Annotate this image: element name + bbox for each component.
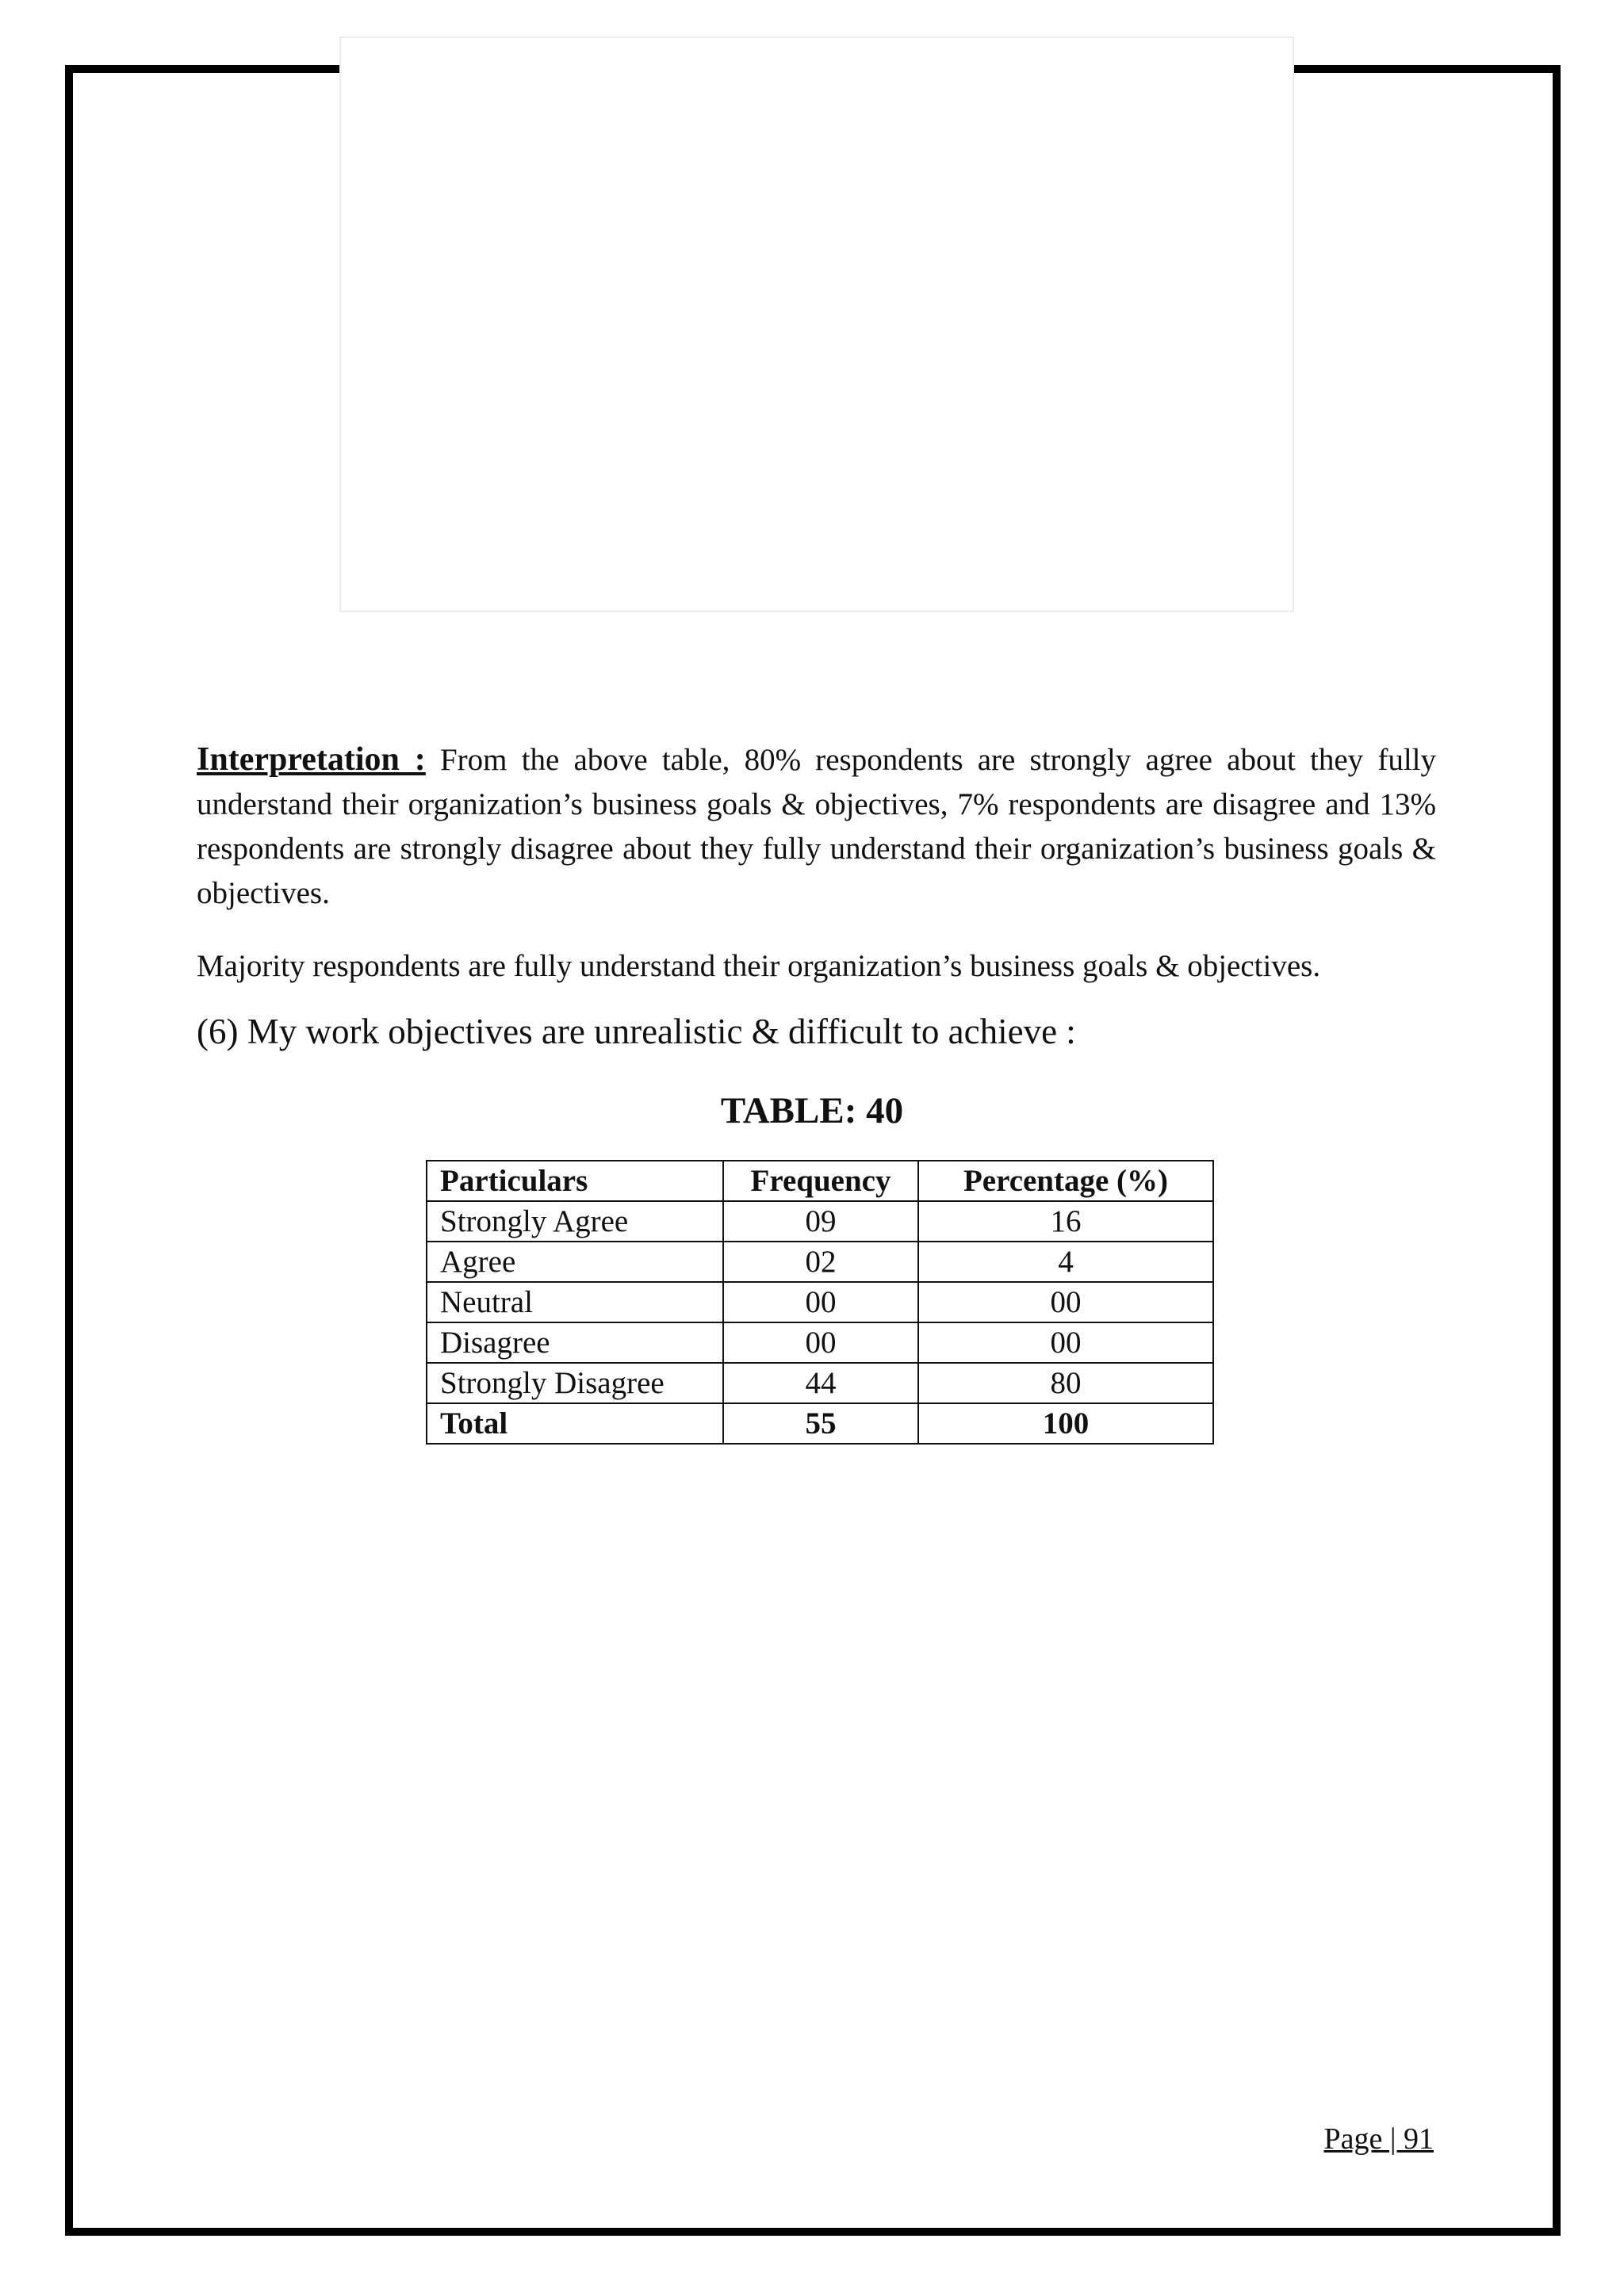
table-header-row [427, 1161, 1213, 1201]
majority-statement: Majority respondents are fully understand their organization’s business goals & objectives. [197, 949, 1321, 983]
header-frequency: Frequency [723, 1161, 918, 1201]
cell-percentage: 4 [918, 1242, 1213, 1282]
main-content [197, 737, 1436, 1055]
table-row [427, 1201, 1213, 1242]
cell-frequency: 00 [723, 1322, 918, 1363]
table-title: TABLE: 40 [720, 1090, 904, 1131]
header-particulars: Particulars [427, 1161, 723, 1201]
cell-frequency: 09 [723, 1201, 918, 1242]
total-frequency: 55 [723, 1403, 918, 1444]
cell-particular: Strongly Disagree [427, 1363, 723, 1403]
cell-percentage: 16 [918, 1201, 1213, 1242]
table-row [427, 1242, 1213, 1282]
data-table [426, 1160, 1214, 1445]
cell-particular: Disagree [427, 1322, 723, 1363]
cell-particular: Neutral [427, 1282, 723, 1322]
interpretation-text: From the above table, 80% respondents are strongly agree about they fully understand their organization’s business goals & objectives, 7% respondents are disagree and 13% respondents are strongly disagree about they fully understand their organization’s business goals & objectives. [197, 743, 1437, 910]
question-heading: (6) My work objectives are unrealistic & difficult to achieve : [197, 1012, 1076, 1051]
table-row [427, 1363, 1213, 1403]
page-number: Page | 91 [1323, 2122, 1434, 2156]
total-percentage: 100 [918, 1403, 1213, 1444]
table-row [427, 1322, 1213, 1363]
cell-percentage: 00 [918, 1282, 1213, 1322]
cell-percentage: 00 [918, 1322, 1213, 1363]
cell-particular: Strongly Agree [427, 1201, 723, 1242]
cell-frequency: 02 [723, 1242, 918, 1282]
cell-frequency: 00 [723, 1282, 918, 1322]
cell-percentage: 80 [918, 1363, 1213, 1403]
interpretation-paragraph [197, 737, 1436, 916]
figure-placeholder [339, 36, 1294, 612]
total-label: Total [427, 1403, 723, 1444]
interpretation-label: Interpretation : [197, 741, 426, 778]
cell-particular: Agree [427, 1242, 723, 1282]
header-percentage: Percentage (%) [918, 1161, 1213, 1201]
table-row [427, 1282, 1213, 1322]
cell-frequency: 44 [723, 1363, 918, 1403]
table-total-row [427, 1403, 1213, 1444]
